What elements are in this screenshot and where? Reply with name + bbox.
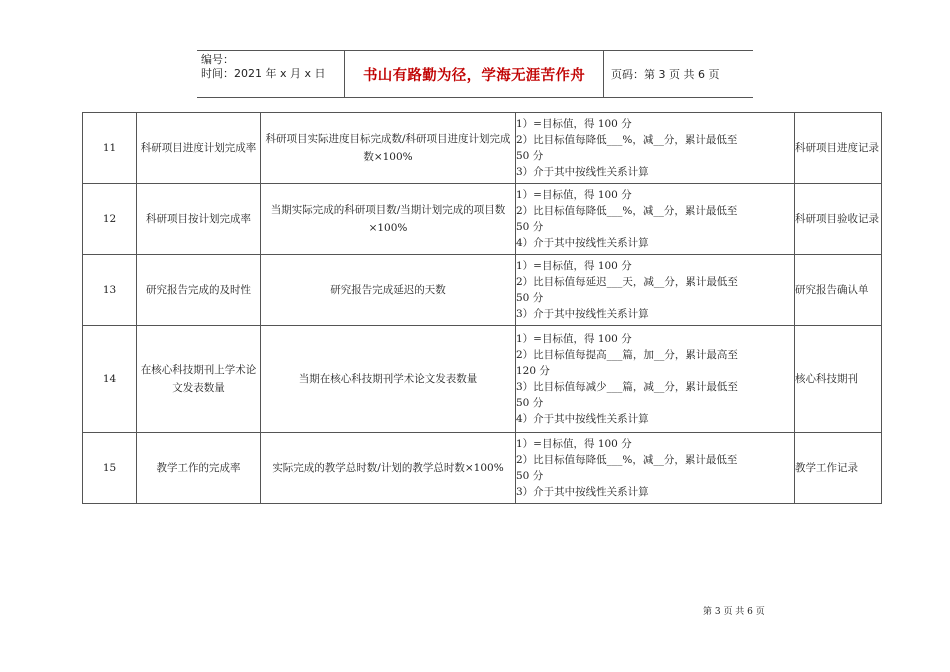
- page-footer: 第 3 页 共 6 页: [703, 607, 765, 617]
- scoring-standard-line: 2）比目标值每降低___%，减__分，累计最低至: [516, 134, 738, 146]
- row-number: 12: [83, 184, 137, 255]
- data-source: 科研项目进度记录: [795, 113, 882, 184]
- indicator-name: 科研项目进度计划完成率: [137, 113, 261, 184]
- calculation-formula: 实际完成的教学总时数/计划的教学总时数×100%: [261, 433, 516, 504]
- scoring-standard-line: 2）比目标值每降低___%，减__分，累计最低至: [516, 454, 738, 466]
- table-row: [83, 255, 882, 326]
- scoring-standard-line: 2）比目标值每提高___篇，加__分，累计最高至: [516, 349, 738, 361]
- calculation-formula: 研究报告完成延迟的天数: [261, 255, 516, 326]
- scoring-standard-line: 1）=目标值，得 100 分: [516, 260, 632, 272]
- scoring-standard-line: 1）=目标值，得 100 分: [516, 438, 632, 450]
- scoring-standard-line: 120 分: [516, 365, 550, 377]
- data-source: 科研项目验收记录: [795, 184, 882, 255]
- row-number: 15: [83, 433, 137, 504]
- serial-number-label: 编号：: [201, 53, 234, 66]
- table-row: [83, 433, 882, 504]
- data-source: 教学工作记录: [795, 433, 882, 504]
- table-row: [83, 184, 882, 255]
- scoring-standard-line: 3）介于其中按线性关系计算: [516, 308, 649, 320]
- scoring-standard-line: 1）=目标值，得 100 分: [516, 189, 632, 201]
- data-source: 核心科技期刊: [795, 326, 882, 433]
- row-number: 13: [83, 255, 137, 326]
- page-header: [197, 50, 753, 98]
- scoring-standard-line: 3）介于其中按线性关系计算: [516, 486, 649, 498]
- scoring-standard-line: 1）=目标值，得 100 分: [516, 118, 632, 130]
- data-source: 研究报告确认单: [795, 255, 882, 326]
- scoring-standard-line: 2）比目标值每降低___%，减__分，累计最低至: [516, 205, 738, 217]
- table-row: [83, 326, 882, 433]
- scoring-standard-line: 4）介于其中按线性关系计算: [516, 237, 649, 249]
- scoring-standard: [516, 255, 795, 326]
- calculation-formula: 当期在核心科技期刊学术论文发表数量: [261, 326, 516, 433]
- header-meta: [197, 51, 344, 97]
- header-page-code: 页码：第 3 页 共 6 页: [611, 68, 720, 81]
- header-motto: 书山有路勤为径，学海无涯苦作舟: [344, 51, 604, 97]
- scoring-standard-line: 50 分: [516, 221, 544, 233]
- scoring-standard-line: 50 分: [516, 150, 544, 162]
- calculation-formula: 当期实际完成的科研项目数/当期计划完成的项目数×100%: [261, 184, 516, 255]
- indicator-name: 在核心科技期刊上学术论文发表数量: [137, 326, 261, 433]
- row-number: 11: [83, 113, 137, 184]
- scoring-standard: [516, 184, 795, 255]
- indicator-name: 研究报告完成的及时性: [137, 255, 261, 326]
- scoring-standard: [516, 433, 795, 504]
- kpi-table-body: [83, 113, 882, 504]
- scoring-standard: [516, 326, 795, 433]
- scoring-standard-line: 3）介于其中按线性关系计算: [516, 166, 649, 178]
- scoring-standard-line: 4）介于其中按线性关系计算: [516, 413, 649, 425]
- row-number: 14: [83, 326, 137, 433]
- scoring-standard-line: 50 分: [516, 397, 544, 409]
- indicator-name: 教学工作的完成率: [137, 433, 261, 504]
- scoring-standard-line: 50 分: [516, 292, 544, 304]
- time-label: 时间：2021 年 x 月 x 日: [201, 67, 326, 80]
- scoring-standard-line: 3）比目标值每减少___篇，减__分，累计最低至: [516, 381, 738, 393]
- table-row: [83, 113, 882, 184]
- scoring-standard: [516, 113, 795, 184]
- indicator-name: 科研项目按计划完成率: [137, 184, 261, 255]
- scoring-standard-line: 2）比目标值每延迟___天，减__分，累计最低至: [516, 276, 738, 288]
- scoring-standard-line: 1）=目标值，得 100 分: [516, 333, 632, 345]
- kpi-table: [82, 112, 882, 504]
- scoring-standard-line: 50 分: [516, 470, 544, 482]
- calculation-formula: 科研项目实际进度目标完成数/科研项目进度计划完成数×100%: [261, 113, 516, 184]
